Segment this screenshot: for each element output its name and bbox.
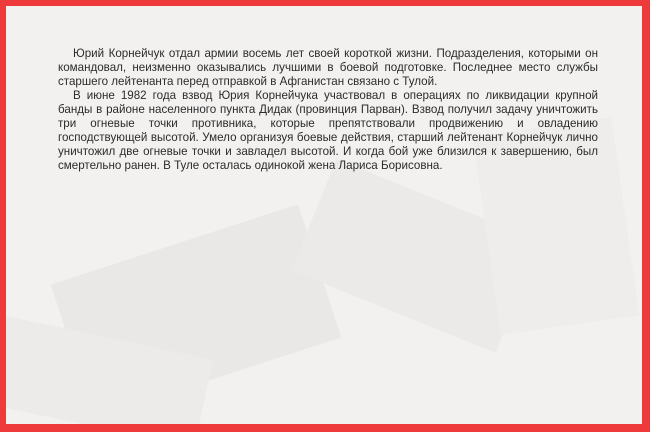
document-page	[6, 6, 642, 424]
paragraph-2: В июне 1982 года взвод Юрия Корнейчука участвовал в операциях по ликвидации крупной банды в районе населенного пункта Дидак (провинция Парван). Взвод получил задачу уничтожить три огневые точки противника, которые препятствовали продвижению и овладению господствующей высотой. Умело организуя боевые действия, старший лейтенант Корнейчук лично уничтожил две огневые точки и завладел высотой. И когда бой уже близился к завершению, был смертельно ранен. В Туле осталась одинокой жена Лариса Борисовна.	[58, 89, 598, 172]
article-text	[58, 47, 598, 173]
paragraph-1: Юрий Корнейчук отдал армии восемь лет своей короткой жизни. Подразделения, которыми он командовал, неизменно оказывались лучшими в боевой подготовке. Последнее место службы старшего лейтенанта перед отправкой в Афганистан связано с Тулой.	[58, 47, 598, 88]
